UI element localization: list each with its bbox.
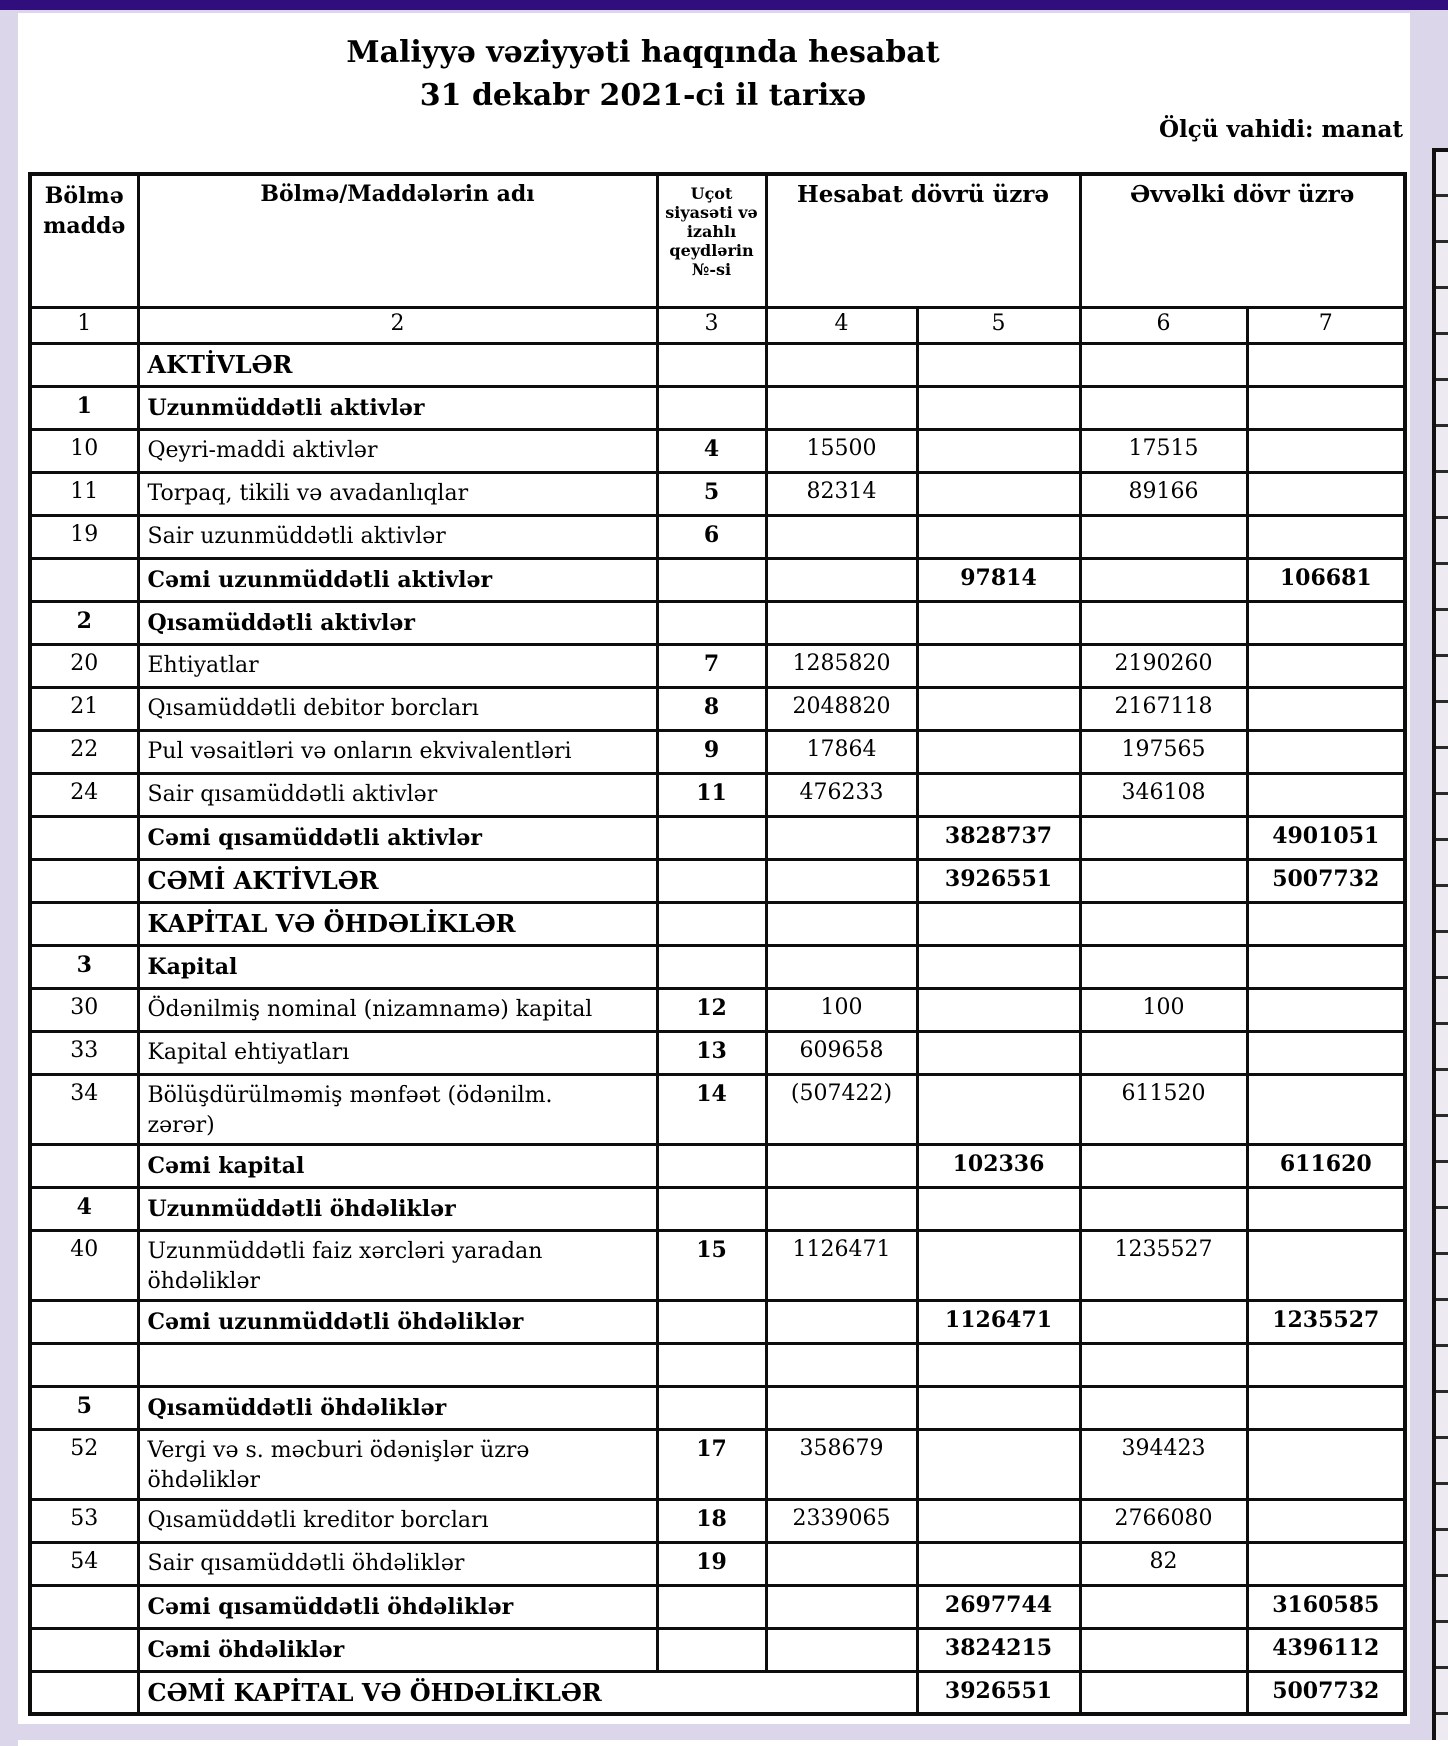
header-notes-no: Uçot siyasəti və izahlı qeydlərin №-si <box>657 174 766 307</box>
cell-code: 3 <box>30 945 138 988</box>
header-section-item <box>30 174 138 307</box>
cell-report-total <box>917 1343 1080 1386</box>
cell-code <box>30 1343 138 1386</box>
cell-prior-detail <box>1080 1343 1247 1386</box>
cell-prior-total: 3160585 <box>1247 1585 1405 1628</box>
cell-code: 22 <box>30 730 138 773</box>
cell-report-total <box>917 1542 1080 1585</box>
cell-report-detail <box>766 1343 917 1386</box>
cell-name: Qeyri-maddi aktivlər <box>138 429 657 472</box>
cell-note <box>657 1343 766 1386</box>
table-row <box>30 988 1405 1031</box>
cell-prior-total: 5007732 <box>1247 1671 1405 1714</box>
cell-note: 6 <box>657 515 766 558</box>
next-page-edge-fragment <box>1432 148 1448 1746</box>
column-number: 4 <box>766 307 917 343</box>
cell-code <box>30 816 138 859</box>
cell-name: Cəmi uzunmüddətli aktivlər <box>138 558 657 601</box>
table-row <box>30 1542 1405 1585</box>
table-row <box>30 945 1405 988</box>
cell-report-total <box>917 429 1080 472</box>
table-row <box>30 644 1405 687</box>
cell-name: Sair qısamüddətli aktivlər <box>138 773 657 816</box>
cell-note <box>657 558 766 601</box>
cell-report-detail <box>766 1542 917 1585</box>
cell-code: 20 <box>30 644 138 687</box>
table-row <box>30 1386 1405 1429</box>
cell-prior-detail: 2167118 <box>1080 687 1247 730</box>
cell-note <box>657 1628 766 1671</box>
cell-prior-detail: 2766080 <box>1080 1499 1247 1542</box>
cell-note: 4 <box>657 429 766 472</box>
cell-code: 52 <box>30 1429 138 1499</box>
cell-note: 11 <box>657 773 766 816</box>
cell-code <box>30 1628 138 1671</box>
table-row <box>30 816 1405 859</box>
cell-name: Uzunmüddətli faiz xərcləri yaradan öhdəliklər <box>138 1230 657 1300</box>
cell-report-total: 2697744 <box>917 1585 1080 1628</box>
cell-report-total: 1126471 <box>917 1300 1080 1343</box>
cell-prior-total <box>1247 1499 1405 1542</box>
cell-note: 12 <box>657 988 766 1031</box>
cell-prior-detail <box>1080 558 1247 601</box>
cell-note: 19 <box>657 1542 766 1585</box>
cell-prior-total <box>1247 1031 1405 1074</box>
cell-prior-total <box>1247 472 1405 515</box>
table-row <box>30 902 1405 945</box>
cell-prior-total <box>1247 429 1405 472</box>
cell-prior-total <box>1247 687 1405 730</box>
cell-name: AKTİVLƏR <box>138 343 657 386</box>
cell-note <box>657 1585 766 1628</box>
cell-prior-detail <box>1080 1300 1247 1343</box>
cell-note: 14 <box>657 1074 766 1144</box>
cell-prior-detail <box>1080 343 1247 386</box>
cell-report-detail <box>766 515 917 558</box>
cell-report-detail <box>766 1187 917 1230</box>
cell-name: Sair qısamüddətli öhdəliklər <box>138 1542 657 1585</box>
cell-name: Qısamüddətli kreditor borcları <box>138 1499 657 1542</box>
table-row <box>30 472 1405 515</box>
cell-note: 8 <box>657 687 766 730</box>
cell-name: Kapital ehtiyatları <box>138 1031 657 1074</box>
cell-prior-detail: 1235527 <box>1080 1230 1247 1300</box>
cell-note: 5 <box>657 472 766 515</box>
cell-prior-detail <box>1080 1585 1247 1628</box>
column-number: 2 <box>138 307 657 343</box>
header-section-line2: maddə <box>43 213 126 239</box>
cell-report-total <box>917 515 1080 558</box>
cell-report-total: 3824215 <box>917 1628 1080 1671</box>
cell-prior-total: 4396112 <box>1247 1628 1405 1671</box>
cell-report-detail <box>766 1300 917 1343</box>
cell-name: Qısamüddətli debitor borcları <box>138 687 657 730</box>
cell-prior-total <box>1247 515 1405 558</box>
cell-name: Cəmi qısamüddətli aktivlər <box>138 816 657 859</box>
cell-code: 19 <box>30 515 138 558</box>
cell-prior-total: 106681 <box>1247 558 1405 601</box>
cell-name: Cəmi kapital <box>138 1144 657 1187</box>
cell-note <box>657 945 766 988</box>
cell-report-total <box>917 343 1080 386</box>
cell-report-total <box>917 902 1080 945</box>
cell-prior-detail: 394423 <box>1080 1429 1247 1499</box>
cell-report-detail: 82314 <box>766 472 917 515</box>
cell-report-total <box>917 601 1080 644</box>
cell-prior-total <box>1247 902 1405 945</box>
table-row <box>30 1230 1405 1300</box>
cell-prior-total <box>1247 1386 1405 1429</box>
cell-prior-total: 5007732 <box>1247 859 1405 902</box>
table-row <box>30 1031 1405 1074</box>
next-page-row-lines <box>1436 194 1448 1746</box>
table-row <box>30 1343 1405 1386</box>
table-row <box>30 1074 1405 1144</box>
column-number: 5 <box>917 307 1080 343</box>
cell-name: CƏMİ KAPİTAL VƏ ÖHDƏLİKLƏR <box>138 1671 917 1714</box>
cell-note <box>657 1386 766 1429</box>
table-row <box>30 1628 1405 1671</box>
cell-report-detail <box>766 1628 917 1671</box>
next-page-top-strip <box>18 1740 1448 1746</box>
cell-report-total: 97814 <box>917 558 1080 601</box>
cell-note <box>657 1187 766 1230</box>
cell-report-detail: 1285820 <box>766 644 917 687</box>
cell-report-total <box>917 1187 1080 1230</box>
cell-code <box>30 1144 138 1187</box>
balance-sheet-table <box>28 172 1407 1716</box>
table-row <box>30 1671 1405 1714</box>
cell-report-detail <box>766 1386 917 1429</box>
cell-code <box>30 902 138 945</box>
cell-note <box>657 386 766 429</box>
cell-report-total: 3926551 <box>917 1671 1080 1714</box>
cell-prior-detail <box>1080 515 1247 558</box>
cell-note: 17 <box>657 1429 766 1499</box>
cell-name: Ödənilmiş nominal (nizamnamə) kapital <box>138 988 657 1031</box>
table-row <box>30 558 1405 601</box>
cell-name: Cəmi qısamüddətli öhdəliklər <box>138 1585 657 1628</box>
cell-prior-detail <box>1080 945 1247 988</box>
header-reporting-period: Hesabat dövrü üzrə <box>766 174 1080 307</box>
cell-prior-total <box>1247 644 1405 687</box>
cell-note <box>657 859 766 902</box>
cell-prior-total: 4901051 <box>1247 816 1405 859</box>
cell-name: Sair uzunmüddətli aktivlər <box>138 515 657 558</box>
cell-prior-detail <box>1080 816 1247 859</box>
cell-code: 10 <box>30 429 138 472</box>
cell-report-detail <box>766 1585 917 1628</box>
cell-report-detail: 2339065 <box>766 1499 917 1542</box>
table-row <box>30 687 1405 730</box>
cell-prior-total <box>1247 1187 1405 1230</box>
cell-report-detail <box>766 386 917 429</box>
unit-note: Ölçü vahidi: manat <box>1158 116 1403 143</box>
cell-prior-total <box>1247 773 1405 816</box>
cell-code: 40 <box>30 1230 138 1300</box>
cell-code: 30 <box>30 988 138 1031</box>
cell-prior-total <box>1247 386 1405 429</box>
cell-code <box>30 1585 138 1628</box>
cell-report-detail: 17864 <box>766 730 917 773</box>
cell-report-detail: 358679 <box>766 1429 917 1499</box>
document-page <box>18 13 1410 1724</box>
cell-code <box>30 558 138 601</box>
table-row <box>30 730 1405 773</box>
table-row <box>30 1585 1405 1628</box>
cell-prior-total <box>1247 1230 1405 1300</box>
cell-report-detail <box>766 859 917 902</box>
cell-name: Uzunmüddətli öhdəliklər <box>138 1187 657 1230</box>
cell-prior-detail <box>1080 1386 1247 1429</box>
cell-code <box>30 343 138 386</box>
cell-code: 21 <box>30 687 138 730</box>
cell-code: 1 <box>30 386 138 429</box>
column-number: 3 <box>657 307 766 343</box>
cell-name: Uzunmüddətli aktivlər <box>138 386 657 429</box>
cell-report-detail: (507422) <box>766 1074 917 1144</box>
report-date: 31 dekabr 2021-ci il tarixə <box>419 78 867 113</box>
cell-prior-total <box>1247 343 1405 386</box>
table-header-row <box>30 174 1405 307</box>
cell-name: Qısamüddətli aktivlər <box>138 601 657 644</box>
cell-note: 18 <box>657 1499 766 1542</box>
table-row <box>30 386 1405 429</box>
cell-report-detail: 100 <box>766 988 917 1031</box>
cell-prior-detail <box>1080 386 1247 429</box>
cell-report-total <box>917 1230 1080 1300</box>
cell-prior-total <box>1247 1429 1405 1499</box>
column-number: 7 <box>1247 307 1405 343</box>
report-title: Maliyyə vəziyyəti haqqında hesabat <box>346 35 940 70</box>
cell-name: Vergi və s. məcburi ödənişlər üzrə öhdəliklər <box>138 1429 657 1499</box>
report-title-block <box>18 31 1268 117</box>
cell-code: 34 <box>30 1074 138 1144</box>
cell-note: 15 <box>657 1230 766 1300</box>
cell-prior-total <box>1247 1343 1405 1386</box>
cell-prior-detail <box>1080 1628 1247 1671</box>
header-item-name: Bölmə/Maddələrin adı <box>138 174 657 307</box>
cell-report-total: 3828737 <box>917 816 1080 859</box>
cell-report-total <box>917 472 1080 515</box>
column-number: 1 <box>30 307 138 343</box>
cell-note <box>657 1300 766 1343</box>
cell-prior-detail <box>1080 1187 1247 1230</box>
cell-name: KAPİTAL VƏ ÖHDƏLİKLƏR <box>138 902 657 945</box>
cell-report-detail: 15500 <box>766 429 917 472</box>
cell-prior-total <box>1247 1542 1405 1585</box>
cell-note <box>657 601 766 644</box>
cell-name: Torpaq, tikili və avadanlıqlar <box>138 472 657 515</box>
cell-name: Qısamüddətli öhdəliklər <box>138 1386 657 1429</box>
cell-prior-detail <box>1080 601 1247 644</box>
cell-name: Cəmi uzunmüddətli öhdəliklər <box>138 1300 657 1343</box>
table-row <box>30 773 1405 816</box>
cell-prior-detail <box>1080 1671 1247 1714</box>
cell-prior-detail: 89166 <box>1080 472 1247 515</box>
cell-prior-total: 1235527 <box>1247 1300 1405 1343</box>
cell-report-total: 102336 <box>917 1144 1080 1187</box>
cell-prior-detail: 2190260 <box>1080 644 1247 687</box>
cell-report-total <box>917 386 1080 429</box>
cell-code: 4 <box>30 1187 138 1230</box>
table-row <box>30 1429 1405 1499</box>
header-previous-period: Əvvəlki dövr üzrə <box>1080 174 1405 307</box>
cell-report-detail <box>766 816 917 859</box>
cell-report-detail: 1126471 <box>766 1230 917 1300</box>
cell-code: 2 <box>30 601 138 644</box>
table-row <box>30 515 1405 558</box>
column-number: 6 <box>1080 307 1247 343</box>
cell-name: Cəmi öhdəliklər <box>138 1628 657 1671</box>
cell-report-detail: 609658 <box>766 1031 917 1074</box>
cell-name: CƏMİ AKTİVLƏR <box>138 859 657 902</box>
cell-prior-detail: 611520 <box>1080 1074 1247 1144</box>
cell-report-total <box>917 773 1080 816</box>
cell-prior-total <box>1247 730 1405 773</box>
cell-prior-detail <box>1080 1031 1247 1074</box>
cell-report-total <box>917 1429 1080 1499</box>
cell-code: 53 <box>30 1499 138 1542</box>
cell-code: 33 <box>30 1031 138 1074</box>
table-row <box>30 1499 1405 1542</box>
cell-note: 13 <box>657 1031 766 1074</box>
header-section-line1: Bölmə <box>44 183 124 209</box>
cell-note <box>657 343 766 386</box>
cell-report-detail <box>766 1144 917 1187</box>
cell-report-total <box>917 644 1080 687</box>
cell-note <box>657 902 766 945</box>
table-row <box>30 859 1405 902</box>
cell-code: 24 <box>30 773 138 816</box>
cell-prior-total <box>1247 1074 1405 1144</box>
cell-report-total <box>917 1386 1080 1429</box>
cell-report-total <box>917 945 1080 988</box>
cell-code: 5 <box>30 1386 138 1429</box>
cell-code: 54 <box>30 1542 138 1585</box>
cell-report-total <box>917 1074 1080 1144</box>
cell-prior-detail <box>1080 859 1247 902</box>
cell-name: Ehtiyatlar <box>138 644 657 687</box>
cell-report-total <box>917 1031 1080 1074</box>
cell-name: Bölüşdürülməmiş mənfəət (ödənilm. zərər) <box>138 1074 657 1144</box>
table-row <box>30 1187 1405 1230</box>
cell-prior-total: 611620 <box>1247 1144 1405 1187</box>
cell-name: Pul vəsaitləri və onların ekvivalentləri <box>138 730 657 773</box>
cell-note <box>657 1144 766 1187</box>
cell-report-detail <box>766 558 917 601</box>
cell-report-detail <box>766 902 917 945</box>
column-number-row <box>30 307 1405 343</box>
cell-code: 11 <box>30 472 138 515</box>
table-row <box>30 343 1405 386</box>
cell-report-detail <box>766 343 917 386</box>
cell-prior-total <box>1247 945 1405 988</box>
cell-prior-detail: 17515 <box>1080 429 1247 472</box>
table-row <box>30 601 1405 644</box>
window-top-bar <box>0 0 1448 10</box>
table-row <box>30 429 1405 472</box>
table-row <box>30 1144 1405 1187</box>
cell-note: 7 <box>657 644 766 687</box>
cell-report-total <box>917 730 1080 773</box>
cell-prior-detail <box>1080 902 1247 945</box>
cell-name <box>138 1343 657 1386</box>
cell-prior-detail <box>1080 1144 1247 1187</box>
cell-prior-total <box>1247 988 1405 1031</box>
table-row <box>30 1300 1405 1343</box>
cell-report-detail: 476233 <box>766 773 917 816</box>
cell-code <box>30 1671 138 1714</box>
cell-report-detail: 2048820 <box>766 687 917 730</box>
cell-prior-detail: 100 <box>1080 988 1247 1031</box>
cell-report-total <box>917 1499 1080 1542</box>
cell-prior-detail: 82 <box>1080 1542 1247 1585</box>
cell-note <box>657 816 766 859</box>
cell-report-total <box>917 687 1080 730</box>
cell-code <box>30 859 138 902</box>
cell-prior-total <box>1247 601 1405 644</box>
cell-report-total <box>917 988 1080 1031</box>
cell-name: Kapital <box>138 945 657 988</box>
cell-note: 9 <box>657 730 766 773</box>
cell-report-detail <box>766 601 917 644</box>
cell-code <box>30 1300 138 1343</box>
cell-prior-detail: 197565 <box>1080 730 1247 773</box>
cell-report-detail <box>766 945 917 988</box>
cell-report-total: 3926551 <box>917 859 1080 902</box>
cell-prior-detail: 346108 <box>1080 773 1247 816</box>
table-body <box>30 343 1405 1714</box>
